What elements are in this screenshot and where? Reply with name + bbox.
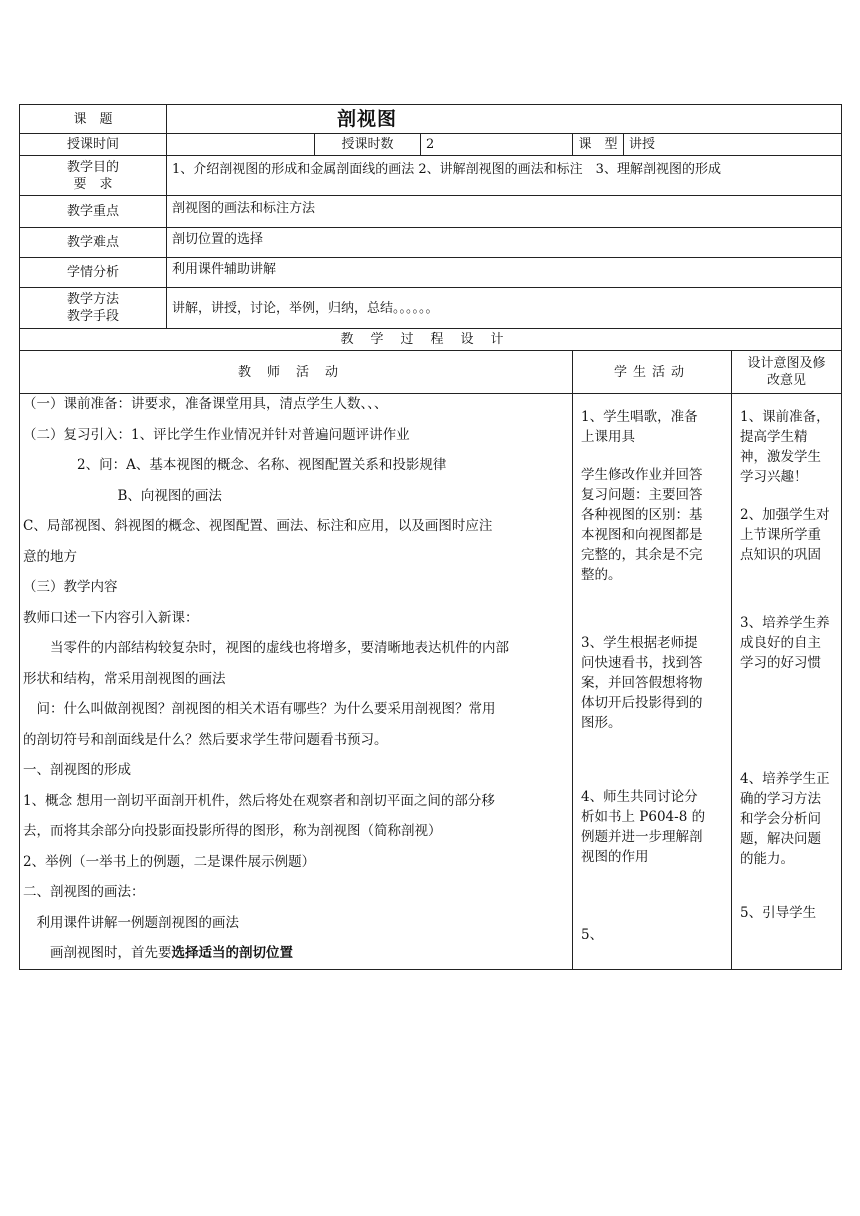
design-block-line: 上节课所学重 [740, 527, 821, 543]
design-block-line: 学习的好习惯 [740, 655, 821, 671]
design-block [740, 407, 833, 487]
design-block-line: 神，激发学生 [740, 449, 821, 465]
teacher-line [20, 938, 572, 969]
teacher-line: 去，而将其余部分向投影面投影所得的图形，称为剖视图（简称剖视） [23, 823, 442, 839]
teacher-line: C、局部视图、斜视图的概念、视图配置、画法、标注和应用，以及画图时应注 [23, 518, 493, 534]
design-block-line: 2、加强学生对 [740, 507, 830, 523]
design-block-line: 的能力。 [740, 851, 794, 867]
teacher-line-text: 利用课件讲解一例题剖视图的画法 [23, 914, 239, 931]
design-block [740, 613, 833, 673]
teacher-line: 一、剖视图的形成 [23, 762, 131, 778]
lesson-plan-table [19, 104, 842, 970]
difficulty-label: 教学难点 [20, 228, 167, 258]
process-title: 教学过程设计 [20, 329, 842, 351]
analysis-value: 利用课件辅助讲解 [167, 258, 842, 288]
design-block [740, 903, 833, 923]
student-block-line: 整的。 [581, 567, 622, 583]
hours-label: 授课时数 [315, 134, 421, 156]
teacher-line: 二、剖视图的画法： [23, 884, 145, 900]
student-block-line: 完整的，其余是不完 [581, 547, 703, 563]
key-value: 剖视图的画法和标注方法 [167, 196, 842, 228]
method-row [20, 288, 842, 329]
hours-value: 2 [421, 134, 573, 156]
student-block-line: 本视图和向视图都是 [581, 527, 703, 543]
student-block-line: 3、学生根据老师提 [581, 635, 698, 651]
teacher-line: 形状和结构，常采用剖视图的画法 [23, 670, 226, 687]
col-student-header: 学生活动 [573, 351, 732, 394]
design-block-line: 1、课前准备， [740, 409, 830, 425]
student-block-line: 各种视图的区别：基 [581, 507, 703, 523]
design-block-line: 3、培养学生养 [740, 615, 830, 631]
teacher-line: 意的地方 [23, 548, 77, 565]
design-block-line: 题，解决问题 [740, 831, 821, 847]
col-teacher-header: 教师活动 [20, 351, 573, 394]
teacher-line: 问：什么叫做剖视图？剖视图的相关术语有哪些？为什么要采用剖视图？常用 [23, 701, 496, 717]
student-block-line: 4、师生共同讨论分 [581, 789, 698, 805]
difficulty-value: 剖切位置的选择 [167, 228, 842, 258]
goal-label [20, 156, 167, 196]
teacher-line-bold: 选择适当的剖切位置 [171, 945, 293, 961]
design-block-line: 和学会分析问 [740, 811, 821, 827]
teacher-line: （三）教学内容 [23, 579, 118, 595]
teacher-activity [20, 394, 573, 970]
analysis-row [20, 258, 842, 288]
student-block-line: 上课用具 [581, 429, 635, 445]
time-row [20, 134, 842, 156]
process-title-row [20, 329, 842, 351]
method-label [20, 288, 167, 329]
col-design-header-line-2: 改意见 [767, 373, 807, 388]
teacher-line: （二）复习引入：1、评比学生作业情况并针对普遍问题评讲作业 [23, 426, 410, 443]
goal-row [20, 156, 842, 196]
design-block-line: 成良好的自主 [740, 635, 821, 651]
time-label: 授课时间 [20, 134, 167, 156]
design-block-line: 提高学生精 [740, 429, 808, 445]
teacher-line: （一）课前准备：讲要求，准备课堂用具，清点学生人数、、、 [23, 396, 388, 412]
teacher-line-text: 画剖视图时，首先要 [23, 945, 172, 961]
teacher-line: 的剖切符号和剖面线是什么？然后要求学生带问题看书预习。 [23, 731, 388, 748]
col-design-header-line-1: 设计意图及修 [747, 356, 826, 371]
student-block-line: 1、学生唱歌，准备 [581, 409, 698, 425]
difficulty-row [20, 228, 842, 258]
teacher-line: 当零件的内部结构较复杂时，视图的虚线也将增多，要清晰地表达机件的内部 [23, 640, 509, 656]
goal-label-line-2: 要 求 [73, 176, 113, 192]
student-block-line: 析如书上 P604-8 的 [581, 809, 706, 825]
student-block-line: 视图的作用 [581, 849, 649, 865]
design-intent [732, 394, 842, 970]
method-label-line-2: 教学手段 [66, 309, 119, 324]
design-block [740, 769, 833, 869]
student-block [581, 925, 723, 945]
teacher-line: 教师口述一下内容引入新课： [23, 609, 199, 626]
student-block-line: 图形。 [581, 715, 622, 731]
lesson-plan [19, 104, 841, 970]
process-header-row [20, 351, 842, 394]
page-title: 剖视图 [167, 105, 842, 134]
type-value: 讲授 [624, 134, 842, 156]
student-block-line: 学生修改作业并回答 [581, 467, 703, 483]
student-block [581, 407, 723, 447]
goal-label-line-1: 教学目的 [66, 159, 119, 175]
time-value [167, 134, 315, 156]
topic-label: 课 题 [20, 105, 167, 134]
design-block-line: 4、培养学生正 [740, 771, 830, 787]
teacher-line: 2、举例（一举书上的例题，二是课件展示例题） [23, 853, 316, 870]
student-block-line: 例题并进一步理解剖 [581, 829, 703, 845]
goal-value: 1、介绍剖视图的形成和金属剖面线的画法 2、讲解剖视图的画法和标注 3、理解剖视图的形成 [167, 156, 842, 196]
design-block-line: 学习兴趣！ [740, 469, 808, 485]
student-block [581, 465, 723, 585]
student-block [581, 787, 723, 867]
analysis-label: 学情分析 [20, 258, 167, 288]
student-block-line: 体切开后投影得到的 [581, 695, 703, 711]
design-block-line: 确的学习方法 [740, 791, 821, 807]
col-design-header [732, 351, 842, 394]
student-block-line: 复习问题：主要回答 [581, 487, 703, 503]
topic-row [20, 105, 842, 134]
method-label-line-1: 教学方法 [66, 292, 119, 307]
student-block [581, 633, 723, 733]
process-body-row [20, 394, 842, 970]
key-label: 教学重点 [20, 196, 167, 228]
design-block-line: 点知识的巩固 [740, 547, 821, 563]
teacher-line: 1、概念 想用一剖切平面剖开机件，然后将处在观察者和剖切平面之间的部分移 [23, 792, 495, 809]
type-label: 课 型 [573, 134, 624, 156]
method-value: 讲解，讲授，讨论，举例，归纳，总结。。。。。。 [167, 288, 842, 329]
teacher-line [20, 908, 572, 939]
student-block-line: 问快速看书，找到答 [581, 655, 703, 671]
student-block-line: 案，并回答假想将物 [581, 675, 703, 691]
teacher-line: B、向视图的画法 [23, 487, 222, 504]
design-block [740, 505, 833, 565]
design-block-line: 5、引导学生 [740, 905, 817, 921]
key-row [20, 196, 842, 228]
student-block-line: 5、 [581, 927, 604, 943]
teacher-line: 2、问：A、基本视图的概念、名称、视图配置关系和投影规律 [23, 457, 447, 473]
student-activity [573, 394, 732, 970]
